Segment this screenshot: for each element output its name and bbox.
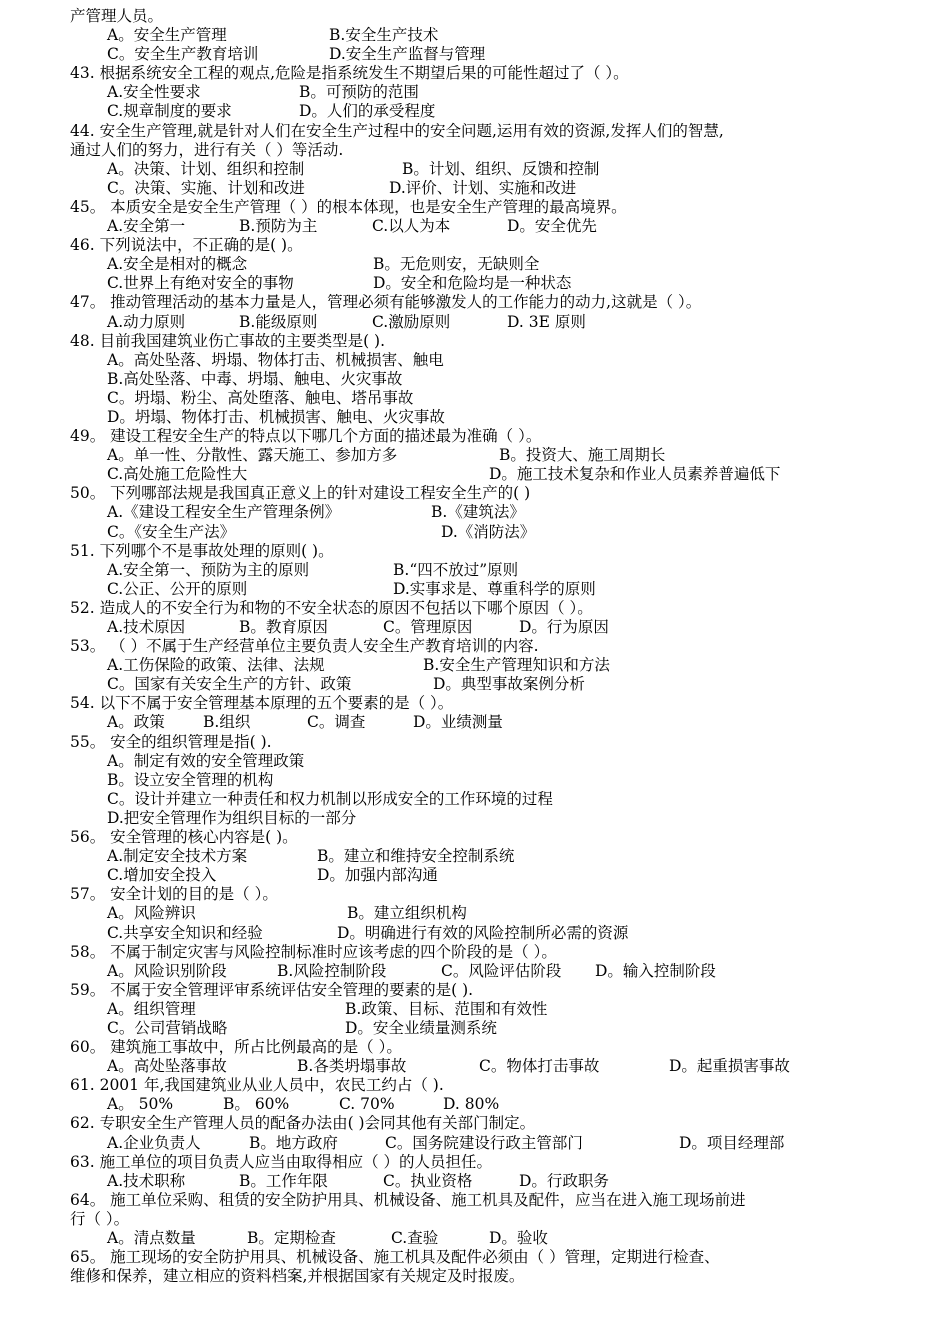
answer-option: B.预防为主 xyxy=(239,217,318,236)
line-text: 46. 下列说法中，不正确的是( )。 xyxy=(70,236,303,255)
option-row xyxy=(70,255,915,274)
answer-option: D. 3E 原则 xyxy=(507,312,586,331)
answer-option: B。定期检查 xyxy=(247,1229,336,1247)
answer-option: D.安全生产监督与管理 xyxy=(329,45,486,64)
option-row xyxy=(70,1019,915,1038)
answer-option: A。风险识别阶段 xyxy=(107,961,227,980)
answer-option: C。物体打击事故 xyxy=(479,1057,600,1076)
line-text: 59。 不属于安全管理评审系统评估安全管理的要素的是( ). xyxy=(70,980,474,999)
option-row xyxy=(70,26,915,45)
answer-option: A.安全性要求 xyxy=(107,83,201,102)
answer-option: A。单一性、分散性、露天施工、参加方多 xyxy=(107,446,398,465)
option-row xyxy=(70,561,915,580)
option-row xyxy=(70,904,915,923)
answer-option: A。 50% xyxy=(107,1095,174,1114)
line-text: 54. 以下不属于安全管理基本原理的五个要素的是（ ）。 xyxy=(70,694,454,713)
option-row xyxy=(70,1057,915,1076)
answer-option: B.各类坍塌事故 xyxy=(297,1057,407,1076)
text-line xyxy=(70,1114,915,1133)
answer-option: D.评价、计划、实施和改进 xyxy=(389,178,577,197)
answer-option: B。可预防的范围 xyxy=(299,83,419,102)
option-row xyxy=(70,45,915,64)
answer-option: C。安全生产教育培训 xyxy=(107,45,259,64)
option-row xyxy=(70,1095,915,1114)
answer-option: D.《消防法》 xyxy=(441,522,536,541)
answer-option: B。投资大、施工周期长 xyxy=(499,446,666,465)
option-row xyxy=(70,847,915,866)
answer-option: B。地方政府 xyxy=(249,1133,338,1152)
line-text: 52. 造成人的不安全行为和物的不安全状态的原因不包括以下哪个原因（ ）。 xyxy=(70,598,593,617)
line-text: B。设立安全管理的机构 xyxy=(107,770,274,789)
text-line xyxy=(70,141,915,160)
text-line xyxy=(70,427,915,446)
option-row xyxy=(70,713,915,732)
text-line xyxy=(70,370,915,389)
answer-option: D。业绩测量 xyxy=(413,713,503,732)
answer-option: A。决策、计划、组织和控制 xyxy=(107,159,305,178)
line-text: 43. 根据系统安全工程的观点,危险是指系统发生不期望后果的可能性超过了（ ）。 xyxy=(70,64,629,83)
answer-option: A.安全是相对的概念 xyxy=(107,255,248,274)
text-line xyxy=(70,790,915,809)
line-text: 64。 施工单位采购、租赁的安全防护用具、机械设备、施工机具及配件，应当在进入施工现场前进 xyxy=(70,1190,746,1209)
option-row xyxy=(70,446,915,465)
answer-option: D。明确进行有效的风险控制所必需的资源 xyxy=(337,923,629,942)
answer-option: B.能级原则 xyxy=(239,312,318,331)
answer-option: D。安全和危险均是一种状态 xyxy=(373,274,572,293)
answer-option: C。风险评估阶段 xyxy=(441,961,562,980)
text-line xyxy=(70,1267,915,1286)
answer-option: D。行为原因 xyxy=(519,618,609,636)
text-line xyxy=(70,1191,915,1210)
answer-option: A.企业负责人 xyxy=(107,1133,201,1152)
text-line xyxy=(70,771,915,790)
line-text: 65。 施工现场的安全防护用具、机械设备、施工机具及配件必须由（ ）管理，定期进行检查、 xyxy=(70,1248,720,1267)
answer-option: B。无危则安，无缺则全 xyxy=(373,255,540,274)
line-text: 61. 2001 年,我国建筑业从业人员中，农民工约占（ ). xyxy=(70,1076,444,1095)
answer-option: D。安全业绩量测系统 xyxy=(345,1018,497,1037)
option-row xyxy=(70,102,915,121)
answer-option: D。行政职务 xyxy=(519,1171,609,1190)
answer-option: B。计划、组织、反馈和控制 xyxy=(402,159,600,178)
answer-option: C.世界上有绝对安全的事物 xyxy=(107,274,294,293)
line-text: 产管理人员。 xyxy=(70,7,164,25)
answer-option: D. 80% xyxy=(443,1095,500,1114)
line-text: 62. 专职安全生产管理人员的配备办法由( )会同其他有关部门制定。 xyxy=(70,1114,536,1133)
line-text: D。坍塌、物体打击、机械损害、触电、火灾事故 xyxy=(107,407,445,426)
option-row xyxy=(70,656,915,675)
answer-option: C.查验 xyxy=(391,1229,439,1247)
text-line xyxy=(70,332,915,351)
text-line xyxy=(70,236,915,255)
option-row xyxy=(70,1172,915,1191)
text-line xyxy=(70,389,915,408)
text-line xyxy=(70,1210,915,1229)
answer-option: C。国务院建设行政主管部门 xyxy=(385,1133,583,1152)
answer-option: D。加强内部沟通 xyxy=(317,866,438,885)
line-text: C。设计并建立一种责任和权力机制以形成安全的工作环境的过程 xyxy=(107,789,553,808)
answer-option: D。施工技术复杂和作业人员素养普遍低下 xyxy=(489,465,781,484)
text-line xyxy=(70,694,915,713)
line-text: 57。 安全计划的目的是（ ）。 xyxy=(70,885,278,904)
answer-option: A.安全第一 xyxy=(107,217,186,236)
text-line xyxy=(70,1076,915,1095)
answer-option: A.动力原则 xyxy=(107,312,186,331)
answer-option: B.组织 xyxy=(203,713,251,732)
answer-option: D。验收 xyxy=(489,1229,548,1247)
answer-option: D。人们的承受程度 xyxy=(299,102,436,121)
text-line xyxy=(70,1153,915,1172)
line-text: 44. 安全生产管理,就是针对人们在安全生产过程中的安全问题,运用有效的资源,发挥人们的智慧, xyxy=(70,121,724,140)
answer-option: C。执业资格 xyxy=(383,1171,473,1190)
text-line xyxy=(70,733,915,752)
line-text: 通过人们的努力，进行有关（ ）等活动. xyxy=(70,140,344,159)
text-line xyxy=(70,599,915,618)
option-row xyxy=(70,580,915,599)
answer-option: A.制定安全技术方案 xyxy=(107,847,248,866)
answer-option: C。调查 xyxy=(307,713,366,732)
answer-option: B。建立组织机构 xyxy=(347,904,467,923)
option-row xyxy=(70,179,915,198)
line-text: A。制定有效的安全管理政策 xyxy=(107,751,305,770)
line-text: B.高处坠落、中毒、坍塌、触电、火灾事故 xyxy=(107,369,403,388)
text-line xyxy=(70,809,915,828)
answer-option: A.工伤保险的政策、法律、法规 xyxy=(107,656,325,675)
text-line xyxy=(70,981,915,1000)
option-row xyxy=(70,1229,915,1248)
answer-option: C.激励原则 xyxy=(372,312,451,331)
text-line xyxy=(70,1248,915,1267)
line-text: 53。 （ ）不属于生产经营单位主要负责人安全生产教育培训的内容. xyxy=(70,637,539,656)
text-line xyxy=(70,1038,915,1057)
option-row xyxy=(70,962,915,981)
line-text: 45。 本质安全是安全生产管理（ ）的根本体现，也是安全生产管理的最高境界。 xyxy=(70,197,627,216)
answer-option: A.技术原因 xyxy=(107,618,186,636)
answer-option: B.安全生产技术 xyxy=(329,26,439,45)
answer-option: C.规章制度的要求 xyxy=(107,102,232,121)
answer-option: C。《安全生产法》 xyxy=(107,522,236,541)
text-line xyxy=(70,943,915,962)
text-line xyxy=(70,64,915,83)
line-text: 50。 下列哪部法规是我国真正意义上的针对建设工程安全生产的( ) xyxy=(70,484,531,503)
option-row xyxy=(70,1134,915,1153)
option-row xyxy=(70,924,915,943)
answer-option: D。安全优先 xyxy=(507,217,597,236)
answer-option: C. 70% xyxy=(339,1095,395,1114)
text-line xyxy=(70,408,915,427)
answer-option: B.政策、目标、范围和有效性 xyxy=(345,999,548,1018)
answer-option: D。起重损害事故 xyxy=(669,1057,790,1076)
option-row xyxy=(70,465,915,484)
answer-option: C.公正、公开的原则 xyxy=(107,579,248,598)
answer-option: D。项目经理部 xyxy=(679,1133,785,1152)
answer-option: A.安全第一、预防为主的原则 xyxy=(107,560,310,579)
line-text: 56。 安全管理的核心内容是( )。 xyxy=(70,828,298,847)
answer-option: B。教育原因 xyxy=(239,618,328,636)
line-text: 48. 目前我国建筑业伤亡事故的主要类型是( ). xyxy=(70,331,386,350)
answer-option: B.风险控制阶段 xyxy=(277,961,387,980)
line-text: 58。 不属于制定灾害与风险控制标准时应该考虑的四个阶段的是（ ）。 xyxy=(70,942,557,961)
answer-option: C。国家有关安全生产的方针、政策 xyxy=(107,675,352,694)
line-text: A。高处坠落、坍塌、物体打击、机械损害、触电 xyxy=(107,350,444,369)
option-row xyxy=(70,274,915,293)
line-text: 51. 下列哪个不是事故处理的原则( )。 xyxy=(70,541,334,560)
answer-option: A。风险辨识 xyxy=(107,904,196,923)
answer-option: C.以人为本 xyxy=(372,217,451,236)
text-line xyxy=(70,828,915,847)
answer-option: A。政策 xyxy=(107,713,165,732)
answer-option: B.安全生产管理知识和方法 xyxy=(423,656,610,675)
option-row xyxy=(70,503,915,522)
text-line xyxy=(70,198,915,217)
text-line xyxy=(70,752,915,771)
option-row xyxy=(70,217,915,236)
line-text: 55。 安全的组织管理是指( ). xyxy=(70,732,272,751)
text-line xyxy=(70,122,915,141)
line-text: 60。 建筑施工事故中，所占比例最高的是（ ）。 xyxy=(70,1038,402,1057)
answer-option: B。工作年限 xyxy=(239,1171,328,1190)
answer-option: A。组织管理 xyxy=(107,999,196,1018)
document-page xyxy=(70,7,915,1286)
text-line xyxy=(70,293,915,312)
answer-option: C.共享安全知识和经验 xyxy=(107,923,263,942)
text-line xyxy=(70,7,915,26)
option-row xyxy=(70,866,915,885)
line-text: 47。 推动管理活动的基本力量是人，管理必须有能够激发人的工作能力的动力,这就是（ ）。 xyxy=(70,293,702,312)
answer-option: D.实事求是、尊重科学的原则 xyxy=(393,579,596,598)
answer-option: A。安全生产管理 xyxy=(107,26,227,45)
line-text: D.把安全管理作为组织目标的一部分 xyxy=(107,808,357,827)
answer-option: B。建立和维持安全控制系统 xyxy=(317,847,515,866)
line-text: 63. 施工单位的项目负责人应当由取得相应（ ）的人员担任。 xyxy=(70,1152,493,1171)
option-row xyxy=(70,618,915,637)
answer-option: B。 60% xyxy=(223,1095,290,1114)
answer-option: C。管理原因 xyxy=(383,618,473,636)
line-text: C。坍塌、粉尘、高处堕落、触电、塔吊事故 xyxy=(107,388,414,407)
option-row xyxy=(70,523,915,542)
answer-option: C.增加安全投入 xyxy=(107,866,217,885)
answer-option: A。清点数量 xyxy=(107,1229,196,1247)
line-text: 维修和保养，建立相应的资料档案,并根据国家有关规定及时报废。 xyxy=(70,1267,525,1286)
answer-option: A.技术职称 xyxy=(107,1171,186,1190)
text-line xyxy=(70,637,915,656)
answer-option: C.高处施工危险性大 xyxy=(107,465,248,484)
text-line xyxy=(70,542,915,561)
text-line xyxy=(70,351,915,370)
answer-option: A.《建设工程安全生产管理条例》 xyxy=(107,503,341,522)
option-row xyxy=(70,160,915,179)
answer-option: D。输入控制阶段 xyxy=(595,961,716,980)
answer-option: A。高处坠落事故 xyxy=(107,1057,227,1076)
option-row xyxy=(70,675,915,694)
line-text: 行（ ）。 xyxy=(70,1209,130,1228)
option-row xyxy=(70,83,915,102)
answer-option: C。决策、实施、计划和改进 xyxy=(107,178,305,197)
line-text: 49。 建设工程安全生产的特点以下哪几个方面的描述最为准确（ ）。 xyxy=(70,427,542,446)
text-line xyxy=(70,885,915,904)
text-line xyxy=(70,484,915,503)
option-row xyxy=(70,313,915,332)
answer-option: B.《建筑法》 xyxy=(431,503,525,522)
option-row xyxy=(70,1000,915,1019)
answer-option: D。典型事故案例分析 xyxy=(433,675,585,694)
answer-option: C。公司营销战略 xyxy=(107,1018,228,1037)
answer-option: B.“四不放过”原则 xyxy=(393,560,519,579)
